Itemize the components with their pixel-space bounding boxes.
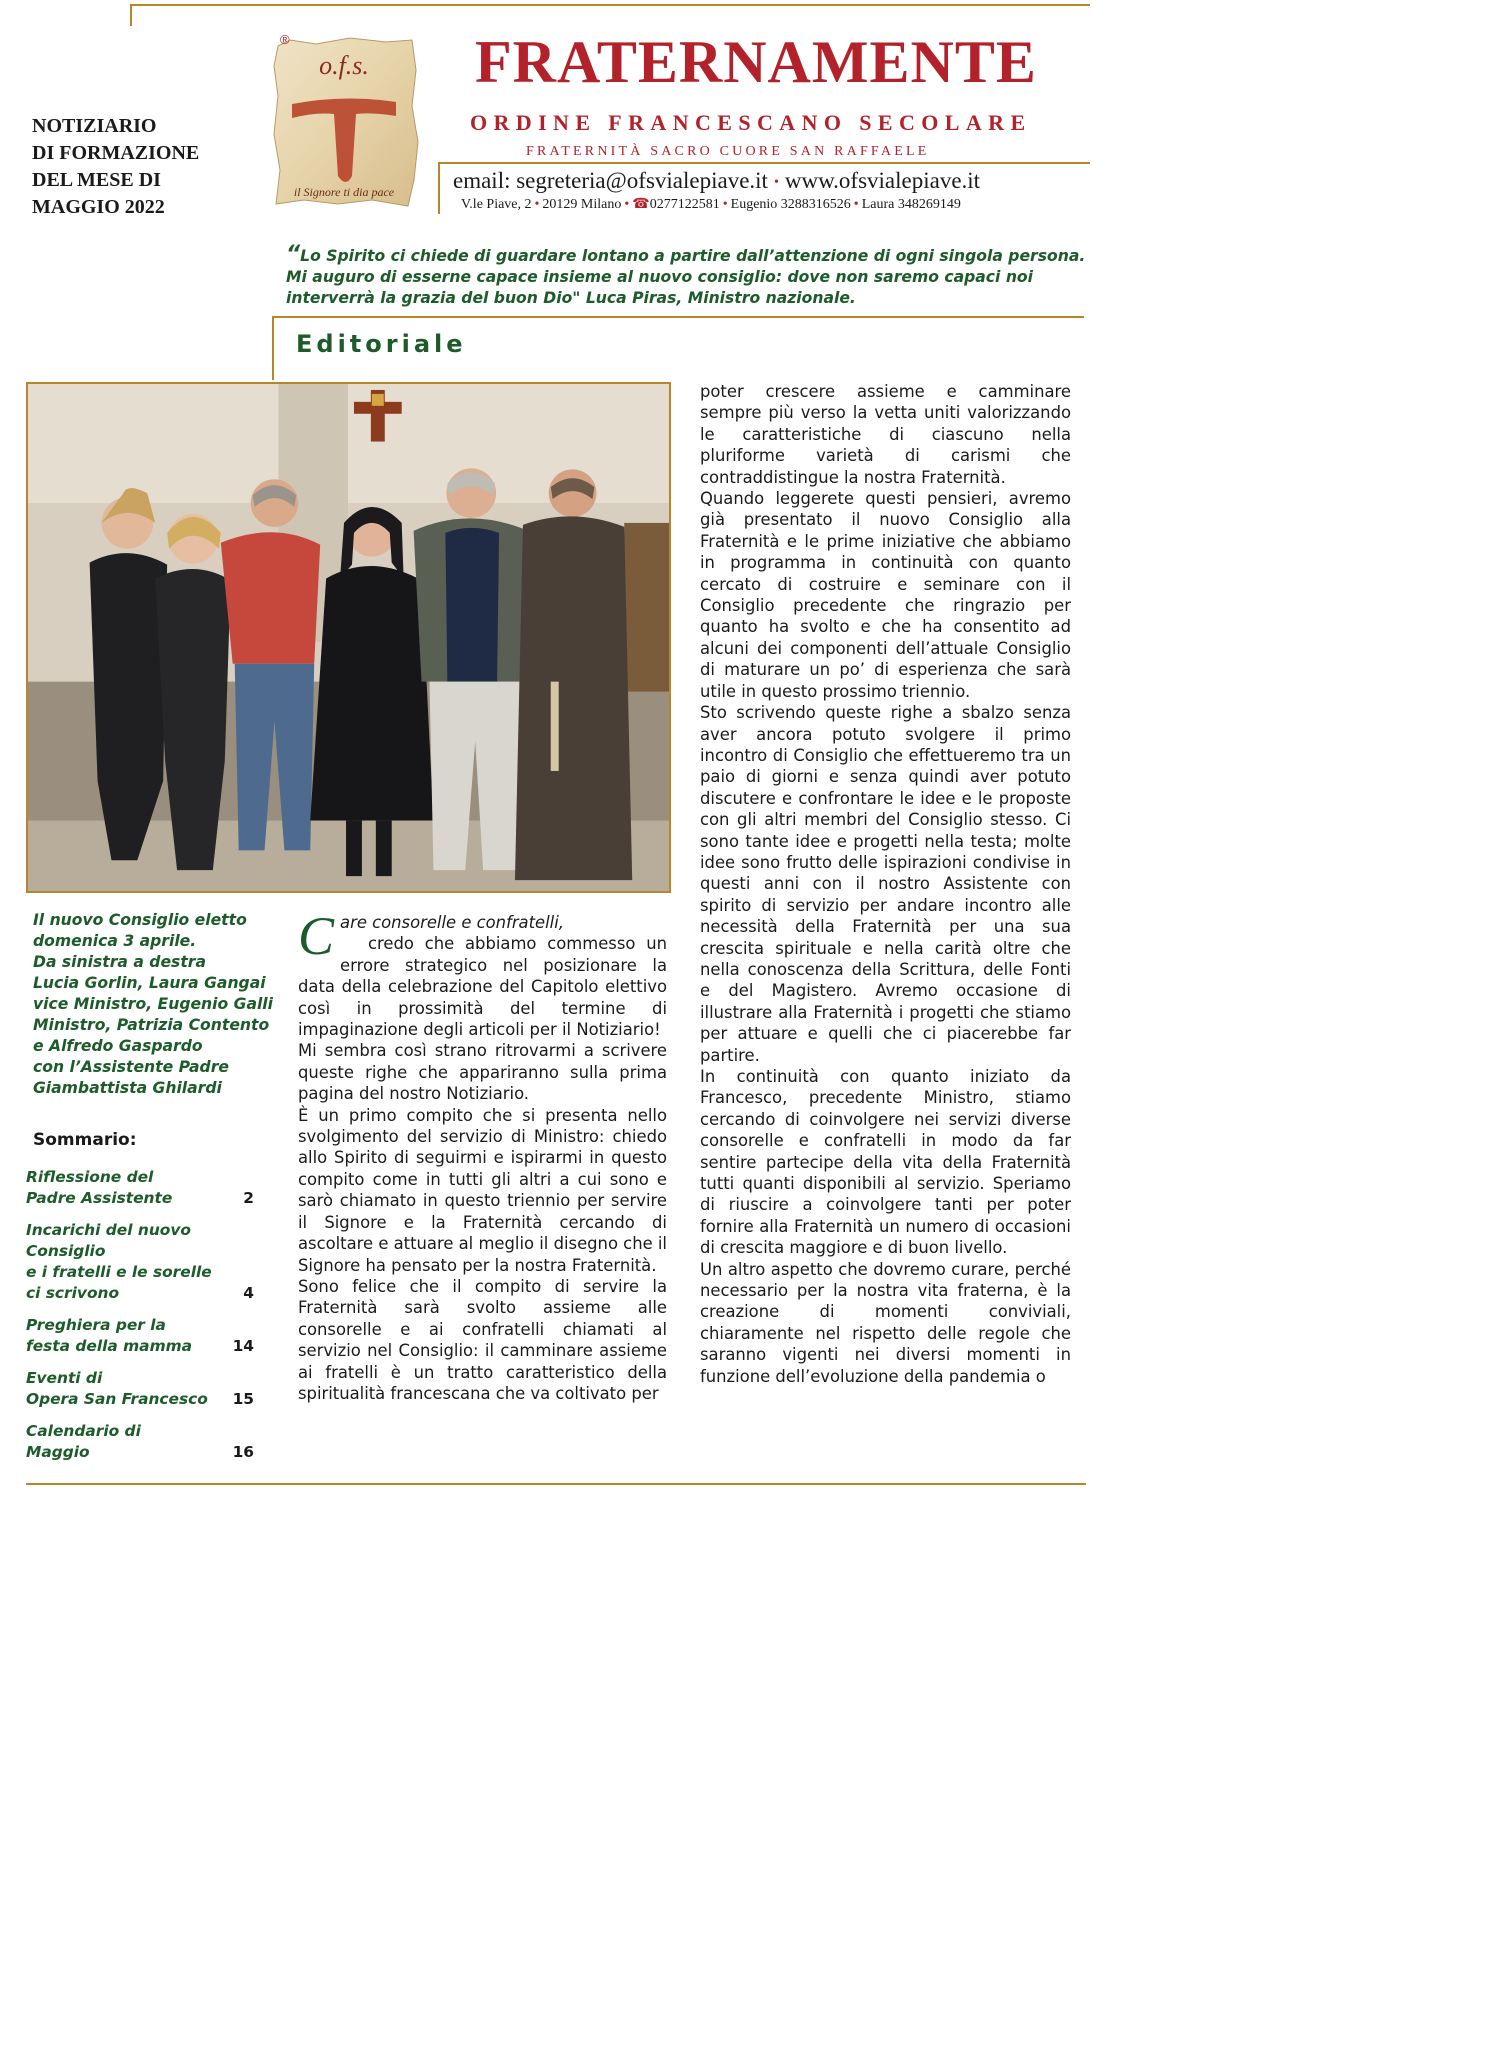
article-paragraph: Quando leggerete questi pensieri, avremo già presentato il nuovo Consiglio alla Fraternità e le prime iniziative che abbiamo in programma in continuità con quanto cercato di costruire e seminare con il Consiglio precedente che ringrazio per quanto ha svolto e che ha consentito ad alcuni dei componenti dell’attuale Consiglio di maturare un po’ di esperienza che sarà utile in questo prossimo triennio.	[700, 489, 1071, 701]
article-paragraph: È un primo compito che si presenta nello svolgimento del servizio di Ministro: chiedo allo Spirito di seguirmi e ispirarmi in questo compito come in tutti gli altri a cui sono e sarò chiamato in questo triennio per servire il Signore e la Fraternità cercando di ascoltare e attuare al meglio il disegno che il Signore ha pensato per la nostra Fraternità.	[298, 1105, 667, 1275]
order-subtitle: ORDINE FRANCESCANO SECOLARE	[470, 110, 1032, 135]
sommario-title: Sommario:	[33, 1130, 137, 1150]
article-paragraph: Mi sembra così strano ritrovarmi a scrivere queste righe che appariranno sulla prima pagina del nostro Notiziario.	[298, 1041, 667, 1104]
sommario-item-label: Calendario di Maggio	[26, 1422, 141, 1461]
article-paragraph: Sto scrivendo queste righe a sbalzo senza aver ancora potuto svolgere il primo incontro di Consiglio che effettueremo tra un paio di giorni e senza quindi aver potuto discutere e confrontare le idee e le proposte con gli altri membri del Consiglio stesso. Ci sono tante idee e progetti nella testa; molte idee sono frutto delle ispirazioni condivise in questi anni con il nostro Assistente con spirito di servizio per andare incontro alle necessità della Fraternità per una sua crescita spirituale e nella carità oltre che nella conoscenza della Scrittura, delle Fonti e del Magistero. Avremo occasione di illustrare alla Fraternità i progetti che stiamo per attuare e quelli che ci piacerebbe far partire.	[700, 703, 1071, 1065]
bullet-separator: •	[722, 197, 728, 212]
sommario-item-label: Incarichi del nuovo Consiglio e i fratelli e le sorelle ci scrivono	[26, 1221, 212, 1302]
article-paragraph: poter crescere assieme e camminare sempre più verso la vetta uniti valorizzando le caratteristiche di ciascuno nella pluriforme varietà di carismi che contraddistingue la nostra Fraternità.	[700, 382, 1071, 487]
photo-caption: Il nuovo Consiglio eletto domenica 3 aprile. Da sinistra a destra Lucia Gorlin, Laura Gangai vice Ministro, Eugenio Galli Ministro, Patrizia Contento e Alfredo Gaspardo con l’Assistente Padre Giambattista Ghilardi	[33, 911, 273, 1097]
sommario-page-number: 14	[232, 1337, 254, 1355]
logo-motto: il Signore ti dia pace	[293, 185, 395, 199]
article-paragraph: Un altro aspetto che dovremo curare, perché necessario per la nostra vita fraterna, è la creazione di momenti conviviali, chiaramente nel rispetto delle regole che saranno vigenti nei diversi momenti in funzione dell’evoluzione della pandemia o	[700, 1259, 1071, 1386]
contact-rule-horizontal	[438, 162, 1090, 164]
masthead-line: DI FORMAZIONE	[32, 142, 200, 164]
email-link[interactable]: email: segreteria@ofsvialepiave.it	[453, 168, 768, 193]
sommario-list	[26, 1167, 254, 1474]
sommario-item[interactable]	[26, 1368, 254, 1410]
article-text: credo che abbiamo commesso un errore strategico nel posizionare la data della celebrazione del Capitolo elettivo così in prossimità del termine di impaginazione degli articoli per il Notiziario!	[298, 934, 667, 1040]
registered-mark: ®	[280, 32, 290, 47]
sommario-item-label: Eventi di Opera San Francesco	[26, 1369, 208, 1408]
logo-monogram: o.f.s.	[319, 51, 369, 80]
article-salutation: are consorelle e confratelli,	[340, 913, 564, 932]
contact-line	[453, 168, 1093, 194]
bullet-separator: •	[534, 197, 540, 212]
header-rule-horizontal	[130, 4, 1090, 6]
opening-quote	[286, 242, 1086, 309]
quote-mark: “	[286, 242, 301, 267]
newsletter-masthead	[32, 113, 232, 221]
sommario-page-number: 16	[232, 1443, 254, 1461]
article-column-right	[700, 381, 1071, 1387]
bullet-separator: •	[853, 197, 859, 212]
sommario-item[interactable]	[26, 1220, 254, 1304]
ofs-logo	[268, 30, 420, 208]
header-rule-vertical	[130, 4, 132, 26]
article-paragraph: Sono felice che il compito di servire la Fraternità sarà svolto assieme alle consorelle e ai confratelli chiamati al servizio nel Consiglio: il camminare assieme ai fratelli è un tratto caratteristico della spiritualità francescana che va coltivato per	[298, 1276, 667, 1403]
masthead-line: DEL MESE DI	[32, 169, 161, 191]
website-link[interactable]: www.ofsvialepiave.it	[784, 168, 981, 193]
sommario-item-label: Preghiera per la festa della mamma	[26, 1316, 193, 1355]
contact-laura: Laura 348269149	[861, 197, 961, 212]
sommario-page-number: 4	[243, 1284, 254, 1302]
phone-number: 0277122581	[649, 197, 720, 212]
street-address: V.le Piave, 2	[461, 197, 532, 212]
quote-text: Lo Spirito ci chiede di guardare lontano a partire dall’attenzione di ogni singola persona. Mi auguro di esserne capace insieme al nuovo consiglio: dove non saremo capaci noi interverrà la grazia del buon Dio" Luca Piras, Ministro nazionale.	[286, 247, 1086, 307]
bullet-separator: •	[624, 197, 630, 212]
masthead-line: NOTIZIARIO	[32, 115, 157, 137]
article-paragraph	[298, 906, 667, 1040]
drop-cap: C	[298, 906, 335, 966]
sommario-item[interactable]	[26, 1167, 254, 1209]
masthead-line: MAGGIO 2022	[32, 196, 165, 218]
section-title: Editoriale	[296, 330, 467, 358]
article-column-middle	[298, 906, 667, 1404]
sommario-page-number: 2	[243, 1189, 254, 1207]
phone-icon: ☎	[632, 197, 650, 212]
sommario-item[interactable]	[26, 1421, 254, 1463]
section-rule-horizontal	[272, 316, 1084, 318]
sommario-item-label: Riflessione del Padre Assistente	[26, 1168, 173, 1207]
article-paragraph: In continuità con quanto iniziato da Francesco, precedente Ministro, stiamo cercando di coinvolgere nei servizi diverse consorelle e confratelli in modo da far sentire partecipe della vita della Fraternità tutti quanti disponibili al servizio. Speriamo di riuscire a coinvolgere tanti per poter fornire alla Fraternità un numero di occasioni di crescita maggiore e di buon livello.	[700, 1067, 1071, 1258]
sommario-page-number: 15	[232, 1390, 254, 1408]
newsletter-title: FRATERNAMENTE	[475, 29, 1037, 95]
contact-eugenio: Eugenio 3288316526	[730, 197, 851, 212]
address-line	[461, 196, 1091, 213]
bullet-separator: •	[773, 174, 779, 190]
fraternity-name: FRATERNITÀ SACRO CUORE SAN RAFFAELE	[526, 144, 930, 159]
council-group-photo	[26, 382, 671, 893]
section-rule-vertical	[272, 316, 274, 380]
sommario-item[interactable]	[26, 1315, 254, 1357]
footer-rule	[26, 1483, 1086, 1485]
city-address: 20129 Milano	[542, 197, 622, 212]
contact-rule-vertical	[438, 162, 440, 214]
